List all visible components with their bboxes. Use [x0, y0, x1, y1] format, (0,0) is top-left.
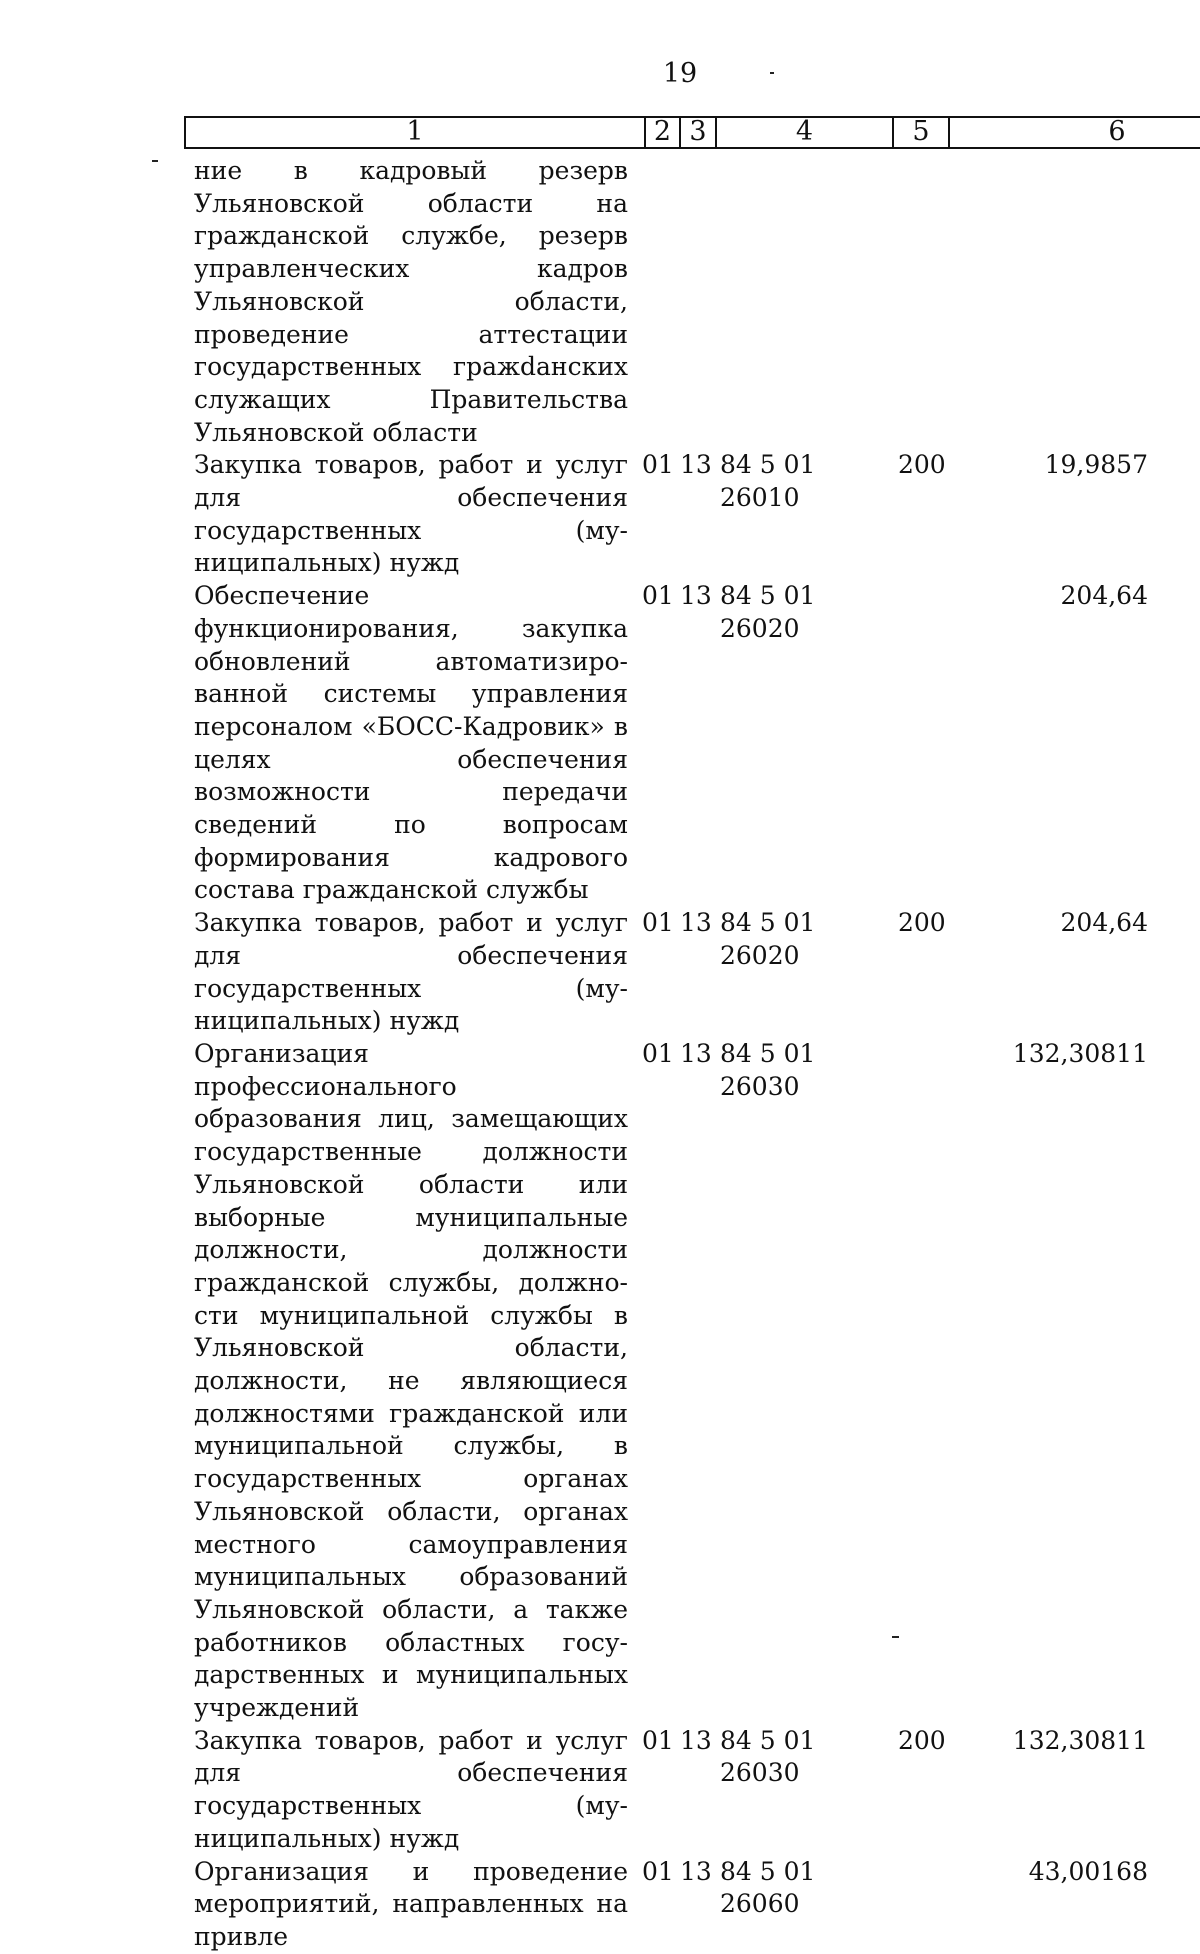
row-description: Закупка товаров, работ и услуг для обеспечения государственных (муниципальных) нужд [194, 908, 628, 1036]
row-description: Закупка товаров, работ и услуг для обеспечения государственных (муниципальных) нужд [194, 1725, 628, 1853]
row-description: Организация и проведение мероприятий, направленных на привле [194, 1856, 628, 1951]
row-target-code: 84 5 01 26060 [720, 1856, 816, 1919]
page-number: 19 [662, 58, 698, 89]
row-amount [964, 155, 1164, 449]
header-col-1: 1 [186, 118, 646, 147]
table-row [194, 1725, 1200, 1856]
row-description: Организация профессионального образования лиц, замещающих государственные должности Ульяновской области или выборные муниципальные должности, должности гражданской службы, должности муниципальной службы в Ульяновской области, должности, не являющиеся должностями гражданской или муниципальной службы, в государственных органах Ульяновской области, органах местного самоуправления муниципальных образований Ульяновской области, а также работников областных государственных и муниципальных учреждений [194, 1038, 628, 1723]
table-row [194, 580, 1200, 907]
row-section-code: 01 [642, 1725, 674, 1755]
row-subsection-code: 13 [680, 1038, 712, 1068]
header-col-4: 4 [717, 118, 894, 147]
header-col-6: 6 [1108, 116, 1126, 147]
row-expense-type: 200 [898, 450, 946, 480]
table-row [194, 1038, 1200, 1725]
header-col-3: 3 [681, 118, 717, 147]
scan-speck [770, 72, 774, 74]
row-section-code: 01 [642, 1038, 674, 1068]
row-expense-type [894, 1038, 964, 1725]
row-target-code: 84 5 01 26020 [720, 908, 816, 970]
row-expense-type: 200 [898, 1725, 946, 1755]
row-description: Закупка товаров, работ и услуг для обеспечения государственных (муниципальных) нужд [194, 450, 628, 578]
table-row [194, 449, 1200, 580]
row-subsection-code: 13 [680, 1856, 712, 1886]
table-row [194, 907, 1200, 1038]
header-col-5: 5 [894, 118, 950, 147]
row-subsection-code: 13 [680, 908, 712, 938]
row-target-code [716, 155, 894, 449]
row-amount: 204,64 [1060, 908, 1148, 938]
row-amount: 132,30811 [1012, 1725, 1148, 1755]
row-target-code: 84 5 01 26020 [720, 581, 816, 643]
row-section-code [636, 155, 676, 449]
scan-speck [152, 160, 158, 162]
row-subsection-code: 13 [680, 450, 712, 480]
row-subsection-code [676, 155, 716, 449]
header-col-2: 2 [646, 118, 681, 147]
row-amount: 19,9857 [1044, 450, 1148, 480]
row-subsection-code: 13 [680, 1725, 712, 1755]
row-section-code: 01 [642, 1856, 674, 1886]
row-section-code: 01 [642, 908, 674, 938]
column-header-row [184, 116, 1200, 149]
row-expense-type [894, 1856, 964, 1954]
row-target-code: 84 5 01 26030 [720, 1038, 816, 1101]
row-target-code: 84 5 01 26010 [720, 450, 816, 513]
row-expense-type: 200 [898, 908, 946, 938]
row-amount: 132,30811 [1012, 1038, 1148, 1068]
row-description: ние в кадровый резерв Ульяновской области на гражданской службе, резерв управленческих кадров Ульяновской области, проведение аттестации государственных гражdанских служащих Правительства Ульяновской области [194, 156, 628, 447]
budget-table-body [194, 155, 1200, 1954]
row-description: Обеспечение функционирования, закупка обновлений автоматизированной системы управления персоналом «БОСС-Кадровик» в целях обеспечения возможности передачи сведений по вопросам формирования кадрового состава гражданской службы [194, 581, 628, 905]
row-target-code: 84 5 01 26030 [720, 1725, 816, 1788]
table-row [194, 1856, 1200, 1954]
row-section-code: 01 [642, 450, 674, 480]
row-subsection-code: 13 [680, 581, 712, 611]
row-expense-type [894, 155, 964, 449]
row-expense-type [894, 580, 964, 907]
row-section-code: 01 [642, 581, 674, 611]
table-row [194, 155, 1200, 449]
row-amount: 43,00168 [1028, 1856, 1148, 1886]
row-amount: 204,64 [1060, 581, 1148, 611]
